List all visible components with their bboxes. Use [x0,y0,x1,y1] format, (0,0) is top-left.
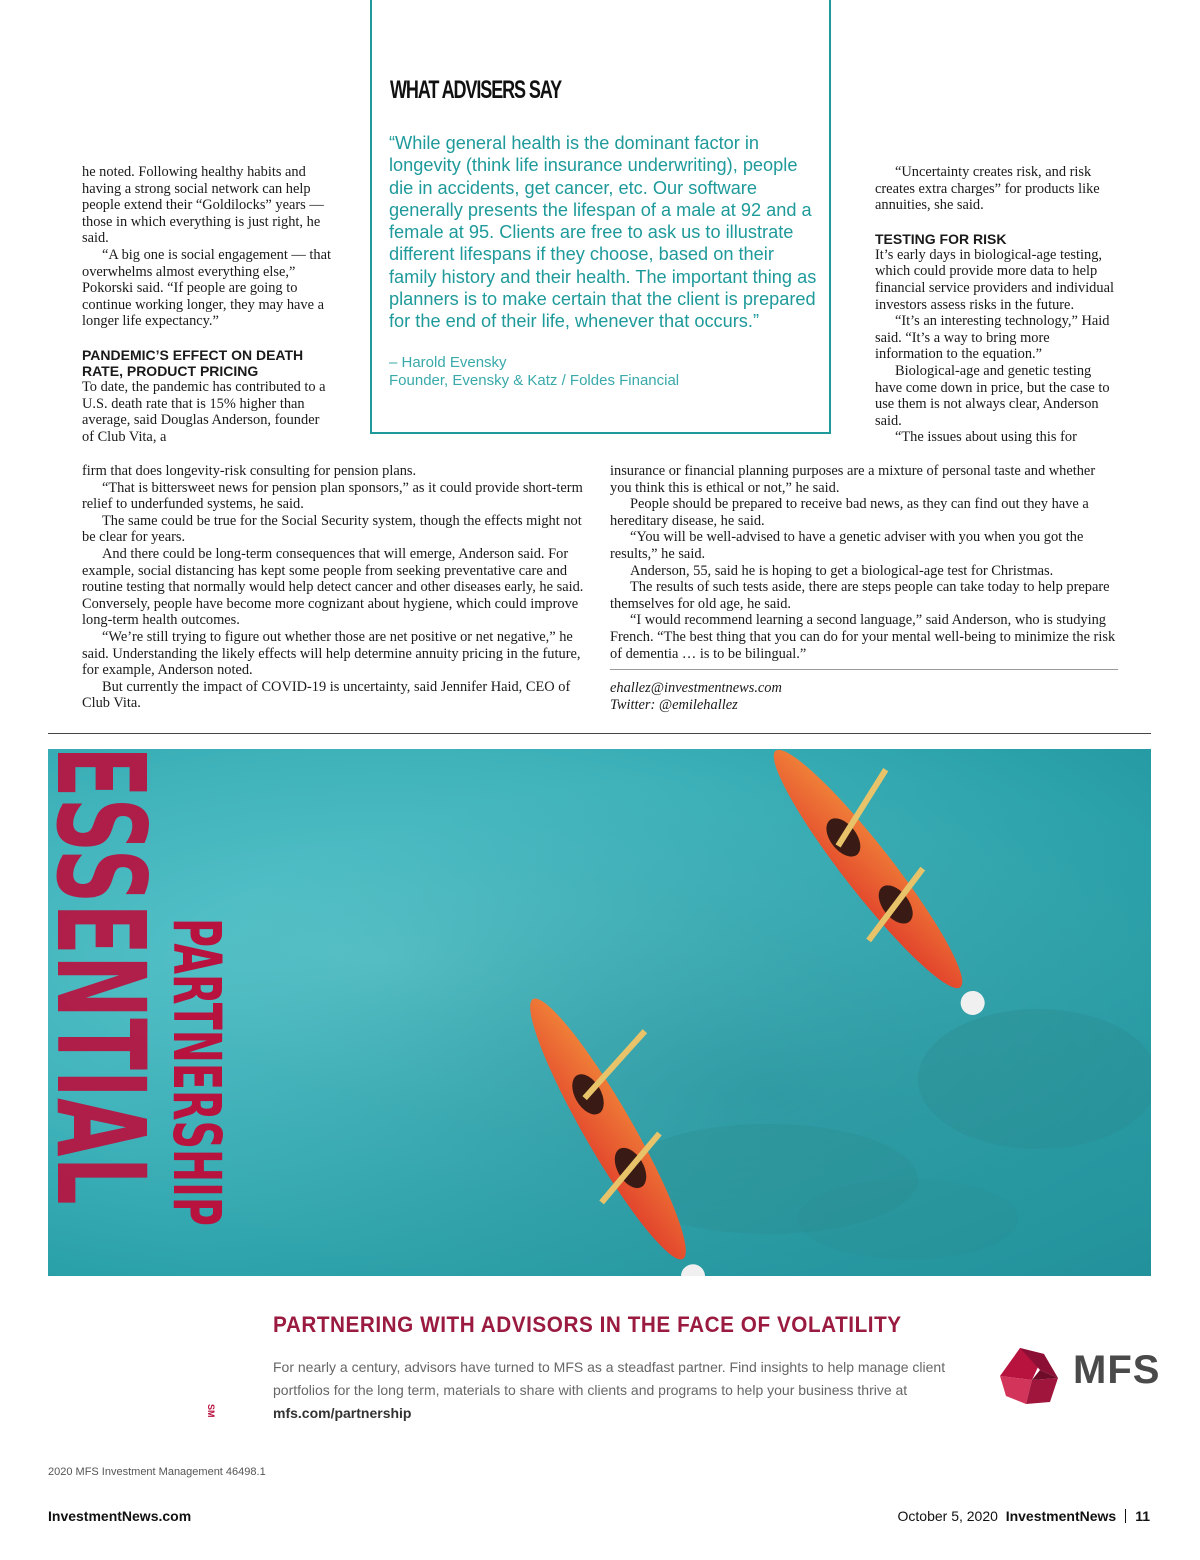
ad-vertical-title: ESSENTIAL [29,746,171,1205]
service-mark: SM [206,1404,216,1418]
paragraph: firm that does longevity-risk consulting for pension plans. [82,463,417,479]
pull-quote-text: “While general health is the dominant factor in longevity (think life insurance underwriting), people die in accidents, get cancer, etc. Our software generally presents the lifespan of a male at 92 and a female at 95. Clients are free to ask us to illustrate different lifespans if they choose, based on their family history and their health. The important thing as planners is to make certain that the client is prepared for the end of their life, whenever that occurs.” [389,133,817,332]
paragraph: The results of such tests aside, there are steps people can take today to help prepare themselves for old age, he said. [610,579,1110,612]
attribution-title: Founder, Evensky & Katz / Foldes Financial [389,372,680,389]
paragraph: “Uncertainty creates risk, and risk creates extra charges” for products like annuities, she said. [875,164,1100,214]
article-column-right-top [875,164,1120,446]
footer-folio [898,1508,1150,1524]
paragraph: “A big one is social engagement — that overwhelms almost everything else,” Pokorski said. “If people are going to continue working longer, they may have a longer life expectancy.” [82,246,331,330]
paragraph: insurance or financial planning purposes are a mixture of personal taste and whether you think this is ethical or not,” he said. [610,463,1096,496]
paragraph: “We’re still trying to figure out whether those are net positive or net negative,” he said. Understanding the likely effects will help determine annuity pricing in the future, for example, Anderson noted. [82,628,581,679]
paragraph: And there could be long-term consequences that will emerge, Anderson said. For example, social distancing has kept some people from seeking preventative care and routine testing that normally would help detect cancer and other diseases early, he said. Conversely, people have become more cognizant about hygiene, which could improve long-term health outcomes. [82,545,584,629]
article-column-left-top [82,164,332,445]
paragraph: The same could be true for the Social Security system, though the effects might not be clear for years. [82,512,582,546]
ad-legal: 2020 MFS Investment Management 46498.1 [48,1466,266,1478]
paragraph: To date, the pandemic has contributed to a U.S. death rate that is 15% higher than average, said Douglas Anderson, founder of Club Vita, a [82,378,326,445]
paragraph: “You will be well-advised to have a genetic adviser with you when you got the results,” he said. [610,529,1084,562]
ad-body-text: For nearly a century, advisors have turned to MFS as a steadfast partner. Find insights to help manage client portfolios for the long term, materials to share with clients and programs to help your business thrive at [273,1359,946,1398]
paragraph: “The issues about using this for [895,429,1077,446]
paragraph: It’s early days in biological-age testing, which could provide more data to help financial service providers and individual investors assess risks in the future. [875,246,1114,313]
advertisement-divider [48,733,1151,734]
pull-quote-attribution [389,354,819,390]
paragraph: Anderson, 55, said he is hoping to get a biological-age test for Christmas. [630,562,1054,579]
author-signoff [610,680,782,714]
paragraph: But currently the impact of COVID-19 is uncertainty, said Jennifer Haid, CEO of Club Vita. [82,678,571,712]
footer-date: October 5, 2020 [897,1508,998,1524]
page-number: 11 [1135,1508,1150,1524]
article-column-right-bottom [610,463,1120,662]
pull-quote-title: WHAT ADVISERS SAY [390,76,562,104]
ad-headline: PARTNERING WITH ADVISORS IN THE FACE OF VOLATILITY [273,1312,902,1337]
footer-separator [1125,1509,1126,1523]
author-twitter: Twitter: @emilehallez [610,697,738,713]
author-email[interactable]: ehallez@investmentnews.com [610,680,782,696]
mfs-logo-text: MFS [1073,1348,1161,1392]
paragraph: he noted. Following healthy habits and having a strong social network can help people extend their “Goldilocks” years — those in which everything is just right, he said. [82,164,324,247]
ad-vertical-subtitle: PARTNERSHIP [158,918,235,1226]
section-heading: TESTING FOR RISK [875,230,1007,247]
footer-site[interactable]: InvestmentNews.com [48,1508,192,1524]
paragraph: “I would recommend learning a second language,” said Anderson, who is studying French. “The best thing that you can do for your mental well-being to minimize the risk of dementia … is to be bilingual.” [610,612,1116,662]
ad-body [273,1356,953,1425]
attribution-name: – Harold Evensky [389,354,507,371]
article-column-left-bottom [82,463,592,712]
paragraph: Biological-age and genetic testing have come down in price, but the case to use them is not always clear, Anderson said. [875,362,1110,429]
pull-quote-box [370,0,831,434]
paragraph: “That is bittersweet news for pension plan sponsors,” as it could provide short-term relief to underfunded systems, he said. [82,479,583,513]
footer-publication: InvestmentNews [1005,1508,1117,1524]
paragraph: “It’s an interesting technology,” Haid said. “It’s a way to bring more information to the equation.” [875,313,1110,363]
signoff-divider [610,669,1118,670]
ad-link[interactable]: mfs.com/partnership [273,1405,412,1421]
paragraph: People should be prepared to receive bad news, as they can find out they have a hereditary disease, he said. [610,496,1089,529]
section-heading: PANDEMIC’S EFFECT ON DEATH RATE, PRODUCT PRICING [82,346,304,379]
